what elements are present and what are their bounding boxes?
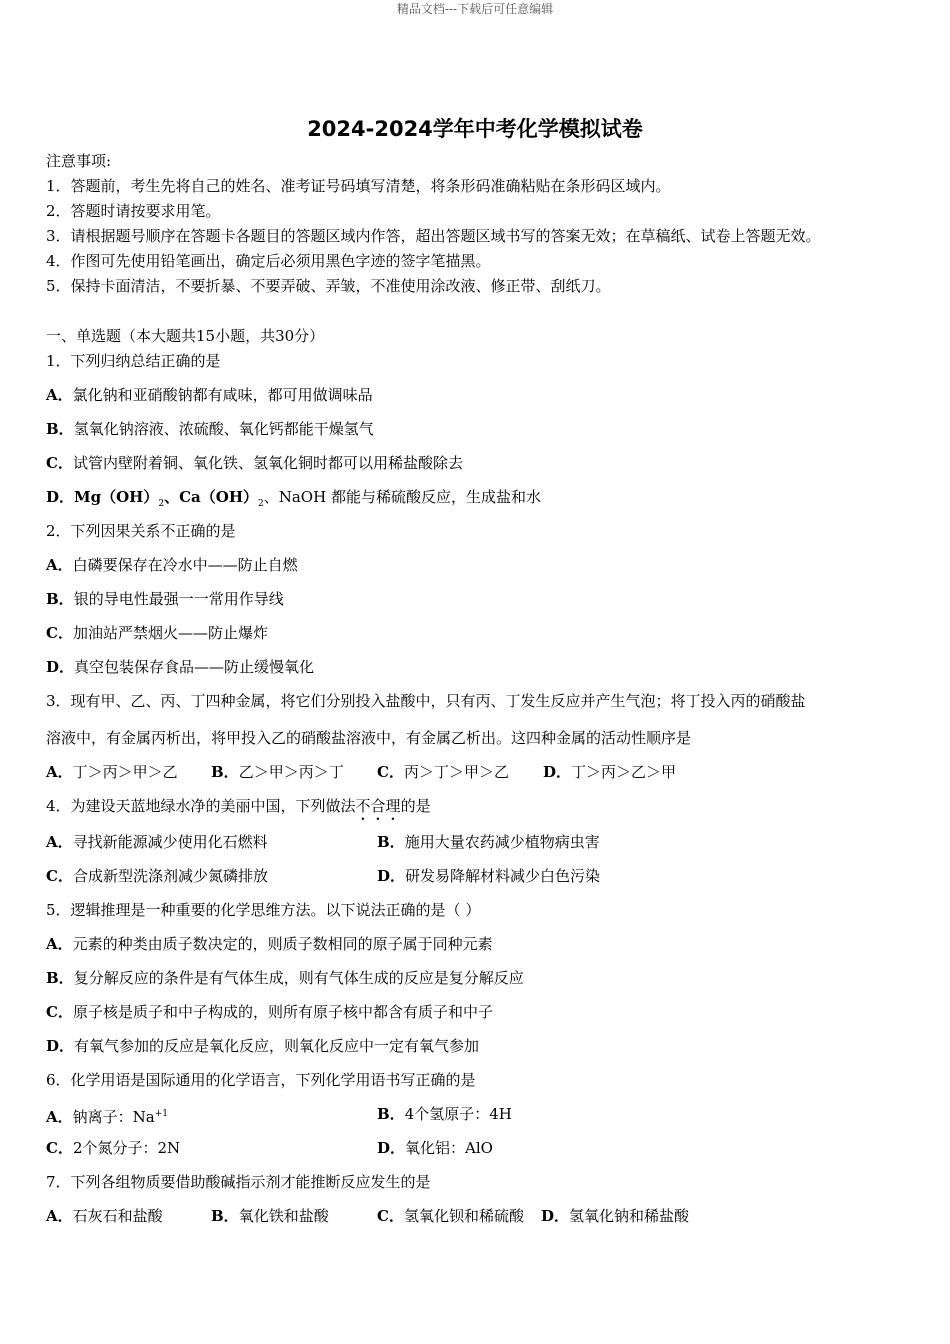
option-text: 施用大量农药减少植物病虫害 (404, 833, 600, 851)
q3-stem-line2: 溶液中，有金属丙析出，将甲投入乙的硝酸盐溶液中，有金属乙析出。这四种金属的活动性顺序是 (46, 729, 692, 747)
option-label: A． (46, 763, 73, 781)
option-label: D． (541, 1207, 570, 1225)
option-label: A． (46, 935, 73, 953)
option-label: D． (377, 1139, 406, 1157)
q2-stem: 2．下列因果关系不正确的是 (46, 522, 236, 540)
notice-item-3: 3．请根据题号顺序在答题卡各题目的答题区域内作答，超出答题区域书写的答案无效；在草稿纸、试卷上答题无效。 (46, 227, 821, 245)
option-text: 氢氧化钡和稀硫酸 (403, 1207, 524, 1225)
option-text: 石灰石和盐酸 (72, 1207, 163, 1225)
q3-option-b (211, 763, 344, 781)
option-label: C． (46, 867, 73, 885)
option-label: B． (211, 1207, 239, 1225)
option-label: B． (377, 1105, 405, 1123)
q2-option-a (46, 556, 298, 574)
notice-item-2: 2．答题时请按要求用笔。 (46, 202, 221, 220)
notice-item-4: 4．作图可先使用铅笔画出，确定后必须用黑色字迹的签字笔描黑。 (46, 252, 491, 270)
option-text: 加油站严禁烟火——防止爆炸 (72, 624, 268, 642)
option-text: 原子核是质子和中子构成的，则所有原子核中都含有质子和中子 (72, 1003, 493, 1021)
option-label: C． (46, 624, 73, 642)
option-text: 2个氮分子：2N (72, 1139, 181, 1157)
superscript: +1 (154, 1109, 168, 1119)
header-note: 精品文档---下载后可任意编辑 (396, 2, 554, 16)
option-text: 银的导电性最强一一常用作导线 (73, 590, 284, 608)
option-label: D． (543, 763, 572, 781)
q5-option-b (46, 969, 524, 987)
subscript: 2 (158, 499, 165, 509)
option-label: D． (377, 867, 406, 885)
option-text: 寻找新能源减少使用化石燃料 (72, 833, 268, 851)
option-text: 复分解反应的条件是有气体生成，则有气体生成的反应是复分解反应 (73, 969, 524, 987)
q4-stem-post: 的是 (400, 797, 431, 815)
option-label: D． (46, 488, 75, 506)
option-label: A． (46, 386, 73, 404)
option-label: B． (46, 420, 74, 438)
notice-item-1: 1．答题前，考生先将自己的姓名、准考证号码填写清楚，将条形码准确粘贴在条形码区域内。 (46, 177, 671, 195)
option-text: 白磷要保存在冷水中——防止自燃 (72, 556, 298, 574)
q7-option-b (211, 1207, 329, 1225)
page-title: 2024-2024学年中考化学模拟试卷 (307, 117, 643, 141)
q1-option-a (46, 386, 373, 404)
option-text: 合成新型洗涤剂减少氮磷排放 (72, 867, 268, 885)
option-text: 乙＞甲＞丙＞丁 (238, 763, 344, 781)
option-text: 试管内壁附着铜、氧化铁、氢氧化铜时都可以用稀盐酸除去 (72, 454, 463, 472)
option-text: 丁＞丙＞甲＞乙 (72, 763, 178, 781)
option-text: 研发易降解材料减少白色污染 (405, 867, 601, 885)
q2-option-b (46, 590, 284, 608)
option-label: C． (377, 763, 404, 781)
q7-stem: 7．下列各组物质要借助酸碱指示剂才能推断反应发生的是 (46, 1173, 431, 1191)
option-text: 元素的种类由质子数决定的，则质子数相同的原子属于同种元素 (72, 935, 493, 953)
q6-option-c (46, 1139, 180, 1157)
option-text: 丙＞丁＞甲＞乙 (403, 763, 509, 781)
option-text: 真空包装保存食品——防止缓慢氧化 (74, 658, 315, 676)
option-text: 氧化铝：AlO (405, 1139, 493, 1157)
q3-option-c (377, 763, 509, 781)
q4-option-b (377, 833, 600, 851)
option-label: D． (46, 1037, 75, 1055)
q1-option-c (46, 454, 463, 472)
option-label: A． (46, 556, 73, 574)
q4-option-d (377, 867, 600, 885)
q2-option-d (46, 658, 314, 676)
q4-stem-emphasis: 不合理 (355, 797, 401, 815)
option-label: B． (46, 590, 74, 608)
q3-option-d (543, 763, 676, 781)
option-label: A． (46, 1108, 73, 1126)
q5-option-c (46, 1003, 493, 1021)
q6-option-a (46, 1105, 168, 1126)
option-text: 4个氢原子：4H (404, 1105, 512, 1123)
option-label: C． (377, 1207, 404, 1225)
option-text: 氢氧化钠和稀盐酸 (569, 1207, 690, 1225)
q4-stem (46, 797, 431, 824)
option-label: B． (46, 969, 74, 987)
q1-stem: 1．下列归纳总结正确的是 (46, 352, 221, 370)
q4-option-a (46, 833, 268, 851)
q4-stem-pre: 4．为建设天蓝地绿水净的美丽中国，下列做法 (46, 797, 356, 815)
option-text: 氧化铁和盐酸 (238, 1207, 329, 1225)
q5-stem: 5．逻辑推理是一种重要的化学思维方法。以下说法正确的是（ ） (46, 901, 481, 919)
notice-heading: 注意事项: (46, 152, 112, 170)
option-label: C． (46, 1139, 73, 1157)
option-text: 、NaOH 都能与稀硫酸反应，生成盐和水 (263, 488, 541, 506)
q4-option-c (46, 867, 268, 885)
option-text: 氯化钠和亚硝酸钠都有咸味，都可用做调味品 (72, 386, 373, 404)
q3-option-a (46, 763, 178, 781)
option-text: Mg（OH） (74, 488, 159, 506)
q1-option-b (46, 420, 374, 438)
section-heading: 一、单选题（本大题共15小题，共30分） (46, 327, 325, 345)
q1-option-d (46, 488, 541, 513)
option-label: A． (46, 833, 73, 851)
option-text: 钠离子：Na (72, 1108, 155, 1126)
option-label: D． (46, 658, 75, 676)
option-text: 丁＞丙＞乙＞甲 (571, 763, 677, 781)
q6-option-b (377, 1105, 512, 1123)
option-label: B． (211, 763, 239, 781)
q7-option-c (377, 1207, 524, 1225)
q5-option-a (46, 935, 493, 953)
option-label: C． (46, 1003, 73, 1021)
option-label: A． (46, 1207, 73, 1225)
q7-option-d (541, 1207, 689, 1225)
option-label: B． (377, 833, 405, 851)
subscript: 2 (258, 499, 264, 509)
notice-item-5: 5．保持卡面清洁，不要折暴、不要弄破、弄皱，不准使用涂改液、修正带、刮纸刀。 (46, 277, 611, 295)
option-label: C． (46, 454, 73, 472)
q2-option-c (46, 624, 268, 642)
q7-option-a (46, 1207, 163, 1225)
q6-stem: 6．化学用语是国际通用的化学语言，下列化学用语书写正确的是 (46, 1071, 476, 1089)
option-text: 氢氧化钠溶液、浓硫酸、氧化钙都能干燥氢气 (73, 420, 374, 438)
q5-option-d (46, 1037, 479, 1055)
option-text: 、Ca（OH） (164, 488, 258, 506)
q6-option-d (377, 1139, 493, 1157)
q3-stem-line1: 3．现有甲、乙、丙、丁四种金属，将它们分别投入盐酸中，只有丙、丁发生反应并产生气泡；将丁投入丙的硝酸盐 (46, 692, 806, 710)
option-text: 有氧气参加的反应是氧化反应，则氧化反应中一定有氧气参加 (74, 1037, 480, 1055)
